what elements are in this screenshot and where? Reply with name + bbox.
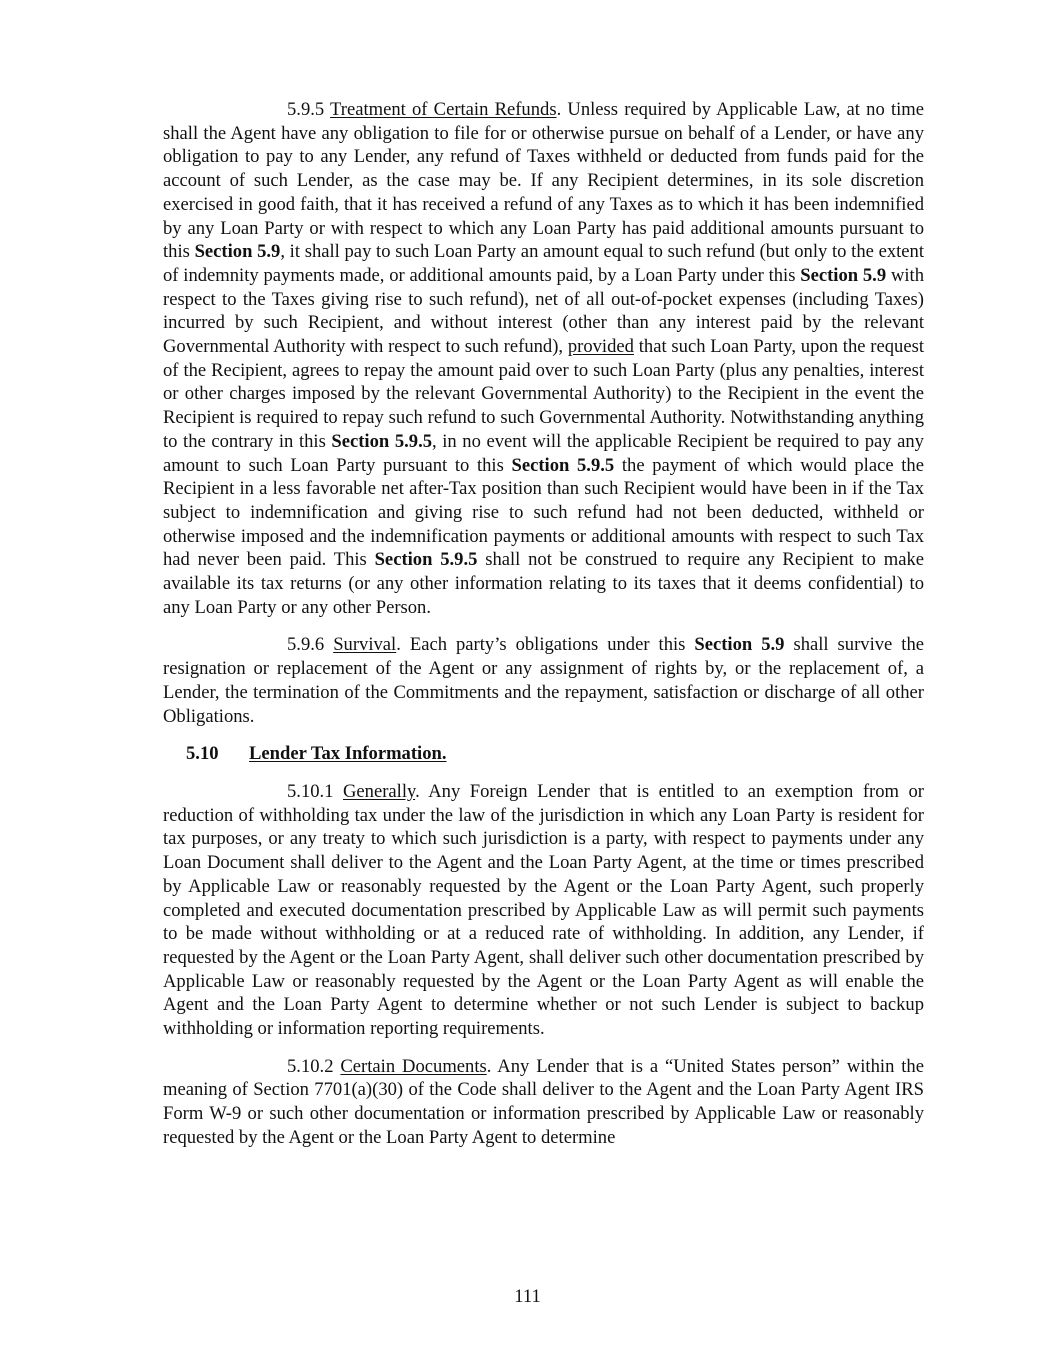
paragraph-5-9-6 xyxy=(163,633,924,728)
paragraph-text: . Any Foreign Lender that is entitled to an exemption from or reduction of withholding tax under the law of the jurisdiction in which any Loan Party is resident for tax purposes, or any treaty to which such jurisdiction is a party, with respect to payments under any Loan Document shall deliver to the Agent and the Loan Party Agent, at the time or times prescribed by Applicable Law or reasonably requested by the Agent or the Loan Party Agent, such properly completed and executed documentation prescribed by Applicable Law as will permit such payments to be made without withholding or at a reduced rate of withholding. In addition, any Lender, if requested by the Agent or the Loan Party Agent, shall deliver such other documentation prescribed by Applicable Law or reasonably requested by the Agent or the Loan Party Agent as will enable the Agent and the Loan Party Agent to determine whether or not such Lender is subject to backup withholding or information reporting requirements. xyxy=(163,780,924,1040)
paragraph-text: , it shall pay to such Loan Party an amount equal to such refund (but only to the extent of indemnity payments made, or additional amounts paid, by a Loan Party under this xyxy=(163,241,924,286)
document-page xyxy=(163,98,924,1164)
paragraph-text: . Any Lender that is a “United States person” within the meaning of Section 7701(a)(30) of the Code shall deliver to the Agent and the Loan Party Agent IRS Form W-9 or such other documentation or information prescribed by Applicable Law or reasonably requested by the Agent or the Loan Party Agent to determine xyxy=(163,1055,924,1148)
section-title: Generally xyxy=(343,780,416,802)
paragraph-5-9-5 xyxy=(163,98,924,619)
section-number: 5.10.1 xyxy=(287,780,334,802)
paragraph-text: with respect to the Taxes giving rise to such refund), net of all out-of-pocket expenses (including Taxes) incurred by such Recipient, and without interest (other than any interest paid by the relevant Governmental Authority with respect to such refund), xyxy=(163,264,924,358)
section-reference: Section 5.9.5 xyxy=(374,549,478,571)
paragraph-text: shall survive the resignation or replacement of the Agent or any assignment of rights by, or the replacement of, a Lender, the termination of the Commitments and the repayment, satisfaction or discharge of all other Obligations. xyxy=(163,634,925,727)
section-title: Certain Documents xyxy=(340,1055,487,1077)
paragraph-text: . Unless required by Applicable Law, at no time shall the Agent have any obligation to file for or otherwise pursue on behalf of a Lender, or have any obligation to pay to any Lender, any refund of Taxes withheld or deducted from funds paid for the account of such Lender, as the case may be. If any Recipient determines, in its sole discretion exercised in good faith, that it has received a refund of any Taxes as to which it has been indemnified by any Loan Party or with respect to which any Loan Party has paid additional amounts pursuant to this xyxy=(163,99,924,263)
paragraph-text: the payment of which would place the Recipient in a less favorable net after-Tax position than such Recipient would have been in if the Tax subject to indemnification and giving rise to such refund had not been deducted, withheld or otherwise imposed and the indemnification payments or additional amounts with respect to such Tax had never been paid. This xyxy=(163,454,924,571)
section-number: 5.10.2 xyxy=(287,1055,334,1077)
provided-term: provided xyxy=(567,336,634,358)
section-number: 5.9.5 xyxy=(287,99,325,120)
section-reference: Section 5.9 xyxy=(800,264,887,286)
paragraph-text: that such Loan Party, upon the request of the Recipient, agrees to repay the amount paid over to such Loan Party (plus any penalties, interest or other charges imposed by the relevant Governmental Authority) to the Recipient in the event the Recipient is required to repay such refund to such Governmental Authority. Notwithstanding anything to the contrary in this xyxy=(163,336,924,452)
page-number: 111 xyxy=(514,1286,541,1307)
section-heading-5-10 xyxy=(163,742,924,766)
section-number: 5.9.6 xyxy=(287,634,325,656)
paragraph-5-10-2 xyxy=(163,1055,924,1150)
section-reference: Section 5.9.5 xyxy=(511,454,615,476)
paragraph-text: , in no event will the applicable Recipient be required to pay any amount to such Loan Party pursuant to this xyxy=(163,430,924,476)
section-reference: Section 5.9 xyxy=(694,634,785,656)
section-reference: Section 5.9.5 xyxy=(331,430,433,452)
heading-title: Lender Tax Information. xyxy=(249,743,447,765)
section-title: Survival xyxy=(333,634,397,656)
paragraph-text: . Each party’s obligations under this xyxy=(396,634,695,656)
paragraph-5-10-1 xyxy=(163,780,924,1041)
paragraph-text: shall not be construed to require any Recipient to make available its tax returns (or any other information relating to its taxes that it deems confidential) to any Loan Party or any other Person. xyxy=(163,549,924,618)
heading-number: 5.10 xyxy=(186,743,219,765)
section-title: Treatment of Certain Refunds xyxy=(330,99,557,120)
section-reference: Section 5.9 xyxy=(194,241,281,263)
